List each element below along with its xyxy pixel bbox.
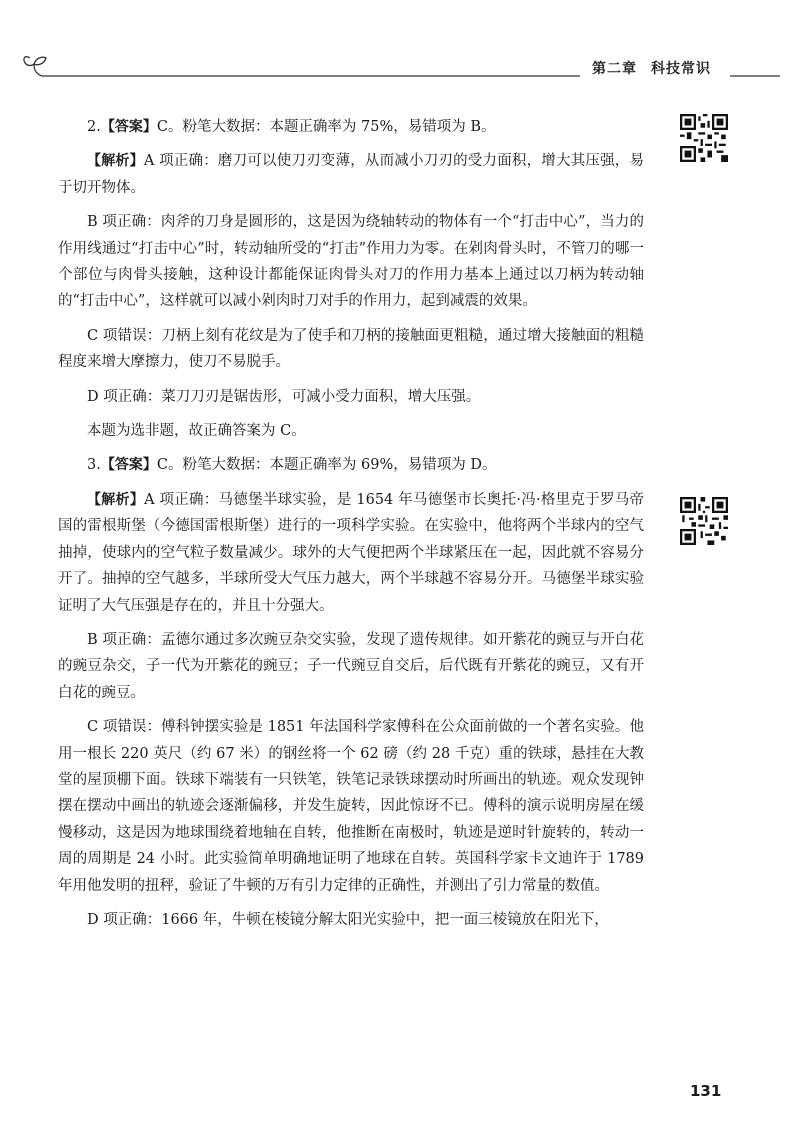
option-a-text: A 项正确：磨刀可以使刀刃变薄，从而减小刀刃的受力面积，增大其压强，易于切开物体。 [58, 153, 645, 196]
chapter-label: 第二章 [592, 61, 637, 77]
qr-code-icon [680, 114, 728, 162]
answer-label: 【答案】 [100, 119, 157, 135]
answer-2 [58, 114, 644, 140]
option-c-3: C 项错误：傅科钟摆实验是 1851 年法国科学家傅科在公众面前做的一个著名实验。他用一根长 220 英尺（约 67 米）的钢丝将一个 62 磅（约 28 千克）重的铁球，悬挂在大教堂的屋顶棚下面。铁球下端装有一只铁笔，铁笔记录铁球摆动时所画出的轨迹。观众发现钟摆在摆动中画出的轨迹会逐渐偏移，并发生旋转，因此惊讶不已。傅科的演示说明房屋在缓慢移动，这是因为地球围绕着地轴在自转，他推断在南极时，轨迹是逆时针旋转的，转动一周的周期是 24 小时。此实验简单明确地证明了地球在自转。英国科学家卡文迪许于 1789 年用他发明的扭秤，验证了牛顿的万有引力定律的正确性，并测出了引力常量的数值。 [58, 719, 644, 894]
chapter-title [592, 58, 711, 78]
analysis-3 [58, 487, 644, 619]
section-label: 科技常识 [651, 61, 711, 77]
question-number: 3. [87, 457, 101, 474]
analysis-label: 【解析】 [87, 153, 144, 170]
answer-text: C。粉笔大数据：本题正确率为 69%，易错项为 D。 [156, 457, 497, 474]
qr-code-icon [680, 497, 728, 545]
analysis-label: 【解析】 [87, 491, 145, 508]
page-number: 131 [690, 1082, 722, 1100]
answer-explanation-body [58, 114, 644, 941]
answer-text: C。粉笔大数据：本题正确率为 75%，易错项为 B。 [156, 119, 496, 135]
option-a-text: A 项正确：马德堡半球实验，是 1654 年马德堡市长奥托·冯·格里克于罗马帝国的雷根斯堡（今德国雷根斯堡）进行的一项科学实验。在实验中，他将两个半球内的空气抽掉，使球内的空气粒子数量减少。球外的大气便把两个半球紧压在一起，因此就不容易分开了。抽掉的空气越多，半球所受大气压力越大，两个半球越不容易分开。马德堡半球实验证明了大气压强是存在的，并且十分强大。 [58, 491, 644, 614]
page-header [0, 0, 800, 90]
option-b-2: B 项正确：肉斧的刀身是圆形的，这是因为绕轴转动的物体有一个“打击中心”，当力的作用线通过“打击中心”时，转动轴所受的“打击”作用力为零。在剁肉骨头时，不管刀的哪一个部位与肉骨头接触，这种设计都能保证肉骨头对刀的作用力基本上通过以刀柄为转动轴的“打击中心”，这样就可以减小剁肉时刀对手的作用力，起到减震的效果。 [58, 214, 644, 310]
answer-label: 【答案】 [100, 457, 157, 474]
analysis-2 [58, 148, 644, 201]
answer-3 [58, 452, 644, 478]
option-c-2: C 项错误：刀柄上刻有花纹是为了使手和刀柄的接触面更粗糙，通过增大接触面的粗糙程度来增大摩擦力，使刀不易脱手。 [58, 327, 644, 371]
option-b-3: B 项正确：孟德尔通过多次豌豆杂交实验，发现了遗传规律。如开紫花的豌豆与开白花的豌豆杂交，子一代为开紫花的豌豆；子一代豌豆自交后，后代既有开紫花的豌豆，又有开白花的豌豆。 [58, 631, 644, 701]
question-number: 2. [87, 119, 101, 135]
option-d-3: D 项正确：1666 年，牛顿在棱镜分解太阳光实验中，把一面三棱镜放在阳光下， [87, 911, 609, 928]
summary-2: 本题为选非题，故正确答案为 C。 [87, 423, 306, 440]
option-d-2: D 项正确：菜刀刀刃是锯齿形，可减小受力面积，增大压强。 [87, 388, 481, 405]
